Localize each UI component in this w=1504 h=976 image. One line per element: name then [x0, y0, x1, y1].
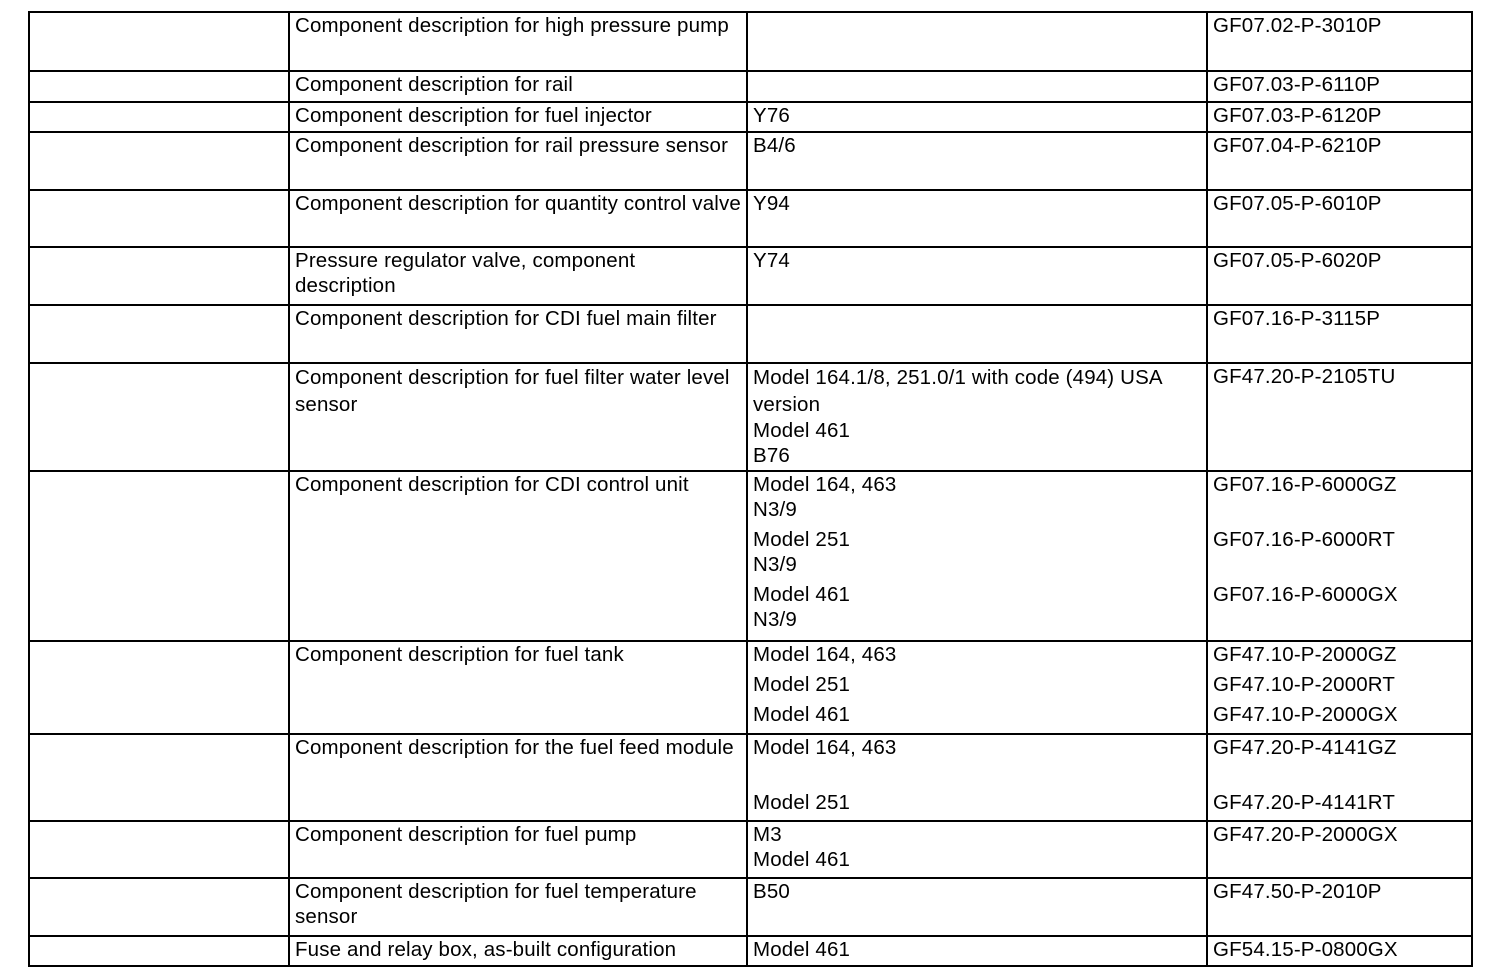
description-cell: Component description for rail pressure sensor	[289, 132, 747, 190]
description-cell: Component description for fuel tank	[289, 641, 747, 734]
document-number: GF47.50-P-2010P	[1213, 880, 1382, 903]
document-number: GF47.20-P-2000GX	[1213, 823, 1398, 846]
description-cell: Fuse and relay box, as-built configuration	[289, 936, 747, 966]
designation-cell	[747, 12, 1207, 71]
designation-value: Y94	[753, 192, 790, 215]
designation-value: N3/9	[753, 498, 797, 521]
designation-cell	[747, 71, 1207, 102]
table-row	[29, 12, 1472, 71]
designation-value: N3/9	[753, 608, 797, 631]
designation-cell	[747, 247, 1207, 305]
document-cell	[1207, 71, 1472, 102]
designation-value: Y76	[753, 104, 790, 127]
document-cell	[1207, 363, 1472, 471]
document-number: GF47.20-P-2105TU	[1213, 365, 1396, 388]
designation-value: Model 461	[753, 583, 851, 606]
table-row	[29, 305, 1472, 363]
blank-cell	[29, 821, 289, 878]
designation-cell	[747, 878, 1207, 936]
description-cell: Component description for high pressure pump	[289, 12, 747, 71]
designation-value: N3/9	[753, 553, 797, 576]
designation-value: B76	[753, 444, 790, 467]
designation-cell	[747, 305, 1207, 363]
document-cell	[1207, 247, 1472, 305]
description-cell: Pressure regulator valve, component description	[289, 247, 747, 305]
designation-cell	[747, 102, 1207, 132]
blank-cell	[29, 641, 289, 734]
description-cell: Component description for CDI fuel main filter	[289, 305, 747, 363]
document-number: GF07.16-P-3115P	[1213, 307, 1381, 330]
designation-value: B4/6	[753, 134, 796, 157]
table-row	[29, 190, 1472, 247]
document-cell	[1207, 102, 1472, 132]
designation-value: Model 461	[753, 938, 851, 961]
designation-value: Model 164, 463	[753, 736, 897, 759]
blank-cell	[29, 12, 289, 71]
table-row	[29, 821, 1472, 878]
document-number: GF47.10-P-2000GZ	[1213, 643, 1397, 666]
document-number: GF47.20-P-4141RT	[1213, 791, 1396, 814]
blank-cell	[29, 190, 289, 247]
designation-cell	[747, 190, 1207, 247]
document-number: GF47.20-P-4141GZ	[1213, 736, 1397, 759]
designation-value: Model 461	[753, 703, 851, 726]
description-cell: Component description for rail	[289, 71, 747, 102]
document-number: GF07.05-P-6010P	[1213, 192, 1382, 215]
designation-value: Model 461	[753, 848, 851, 871]
document-cell	[1207, 878, 1472, 936]
document-cell	[1207, 734, 1472, 821]
designation-cell	[747, 132, 1207, 190]
description-cell: Component description for fuel injector	[289, 102, 747, 132]
document-cell	[1207, 936, 1472, 966]
designation-cell	[747, 936, 1207, 966]
blank-cell	[29, 102, 289, 132]
document-cell	[1207, 821, 1472, 878]
description-cell: Component description for CDI control unit	[289, 471, 747, 641]
description-cell: Component description for fuel temperature sensor	[289, 878, 747, 936]
designation-cell	[747, 734, 1207, 821]
blank-cell	[29, 936, 289, 966]
designation-value: Model 251	[753, 673, 851, 696]
blank-cell	[29, 363, 289, 471]
designation-value: B50	[753, 880, 790, 903]
document-number: GF07.16-P-6000RT	[1213, 528, 1396, 551]
designation-value: Model 164, 463	[753, 643, 897, 666]
designation-value: Model 251	[753, 791, 851, 814]
designation-value: Model 164, 463	[753, 473, 897, 496]
blank-cell	[29, 734, 289, 821]
table-row	[29, 641, 1472, 734]
document-cell	[1207, 471, 1472, 641]
document-number: GF07.03-P-6110P	[1213, 73, 1381, 96]
document-number: GF07.02-P-3010P	[1213, 14, 1382, 37]
table-row	[29, 102, 1472, 132]
blank-cell	[29, 305, 289, 363]
document-number: GF07.04-P-6210P	[1213, 134, 1382, 157]
component-documents-table	[28, 11, 1473, 967]
description-cell: Component description for fuel filter water level sensor	[289, 363, 747, 471]
blank-cell	[29, 878, 289, 936]
designation-value: Y74	[753, 249, 790, 272]
designation-cell	[747, 641, 1207, 734]
designation-cell	[747, 363, 1207, 471]
document-number: GF07.03-P-6120P	[1213, 104, 1382, 127]
table-row	[29, 734, 1472, 821]
document-number: GF07.16-P-6000GX	[1213, 583, 1398, 606]
blank-cell	[29, 132, 289, 190]
designation-value: Model 251	[753, 528, 851, 551]
table-row	[29, 247, 1472, 305]
document-number: GF07.05-P-6020P	[1213, 249, 1382, 272]
designation-cell	[747, 471, 1207, 641]
blank-cell	[29, 71, 289, 102]
designation-cell	[747, 821, 1207, 878]
table-row	[29, 71, 1472, 102]
document-cell	[1207, 641, 1472, 734]
designation-value: M3	[753, 823, 782, 846]
description-cell: Component description for fuel pump	[289, 821, 747, 878]
blank-cell	[29, 471, 289, 641]
designation-value: Model 461	[753, 419, 851, 442]
description-cell: Component description for quantity control valve	[289, 190, 747, 247]
table-row	[29, 132, 1472, 190]
table-row	[29, 878, 1472, 936]
document-number: GF47.10-P-2000RT	[1213, 673, 1396, 696]
designation-value: Model 164.1/8, 251.0/1 with code (494) USA version	[753, 366, 1162, 416]
document-number: GF47.10-P-2000GX	[1213, 703, 1398, 726]
description-cell: Component description for the fuel feed module	[289, 734, 747, 821]
document-cell	[1207, 190, 1472, 247]
table-row	[29, 471, 1472, 641]
blank-cell	[29, 247, 289, 305]
document-number: GF07.16-P-6000GZ	[1213, 473, 1397, 496]
document-number: GF54.15-P-0800GX	[1213, 938, 1398, 961]
table-row	[29, 363, 1472, 471]
document-cell	[1207, 305, 1472, 363]
document-cell	[1207, 132, 1472, 190]
document-cell	[1207, 12, 1472, 71]
table-row	[29, 936, 1472, 966]
